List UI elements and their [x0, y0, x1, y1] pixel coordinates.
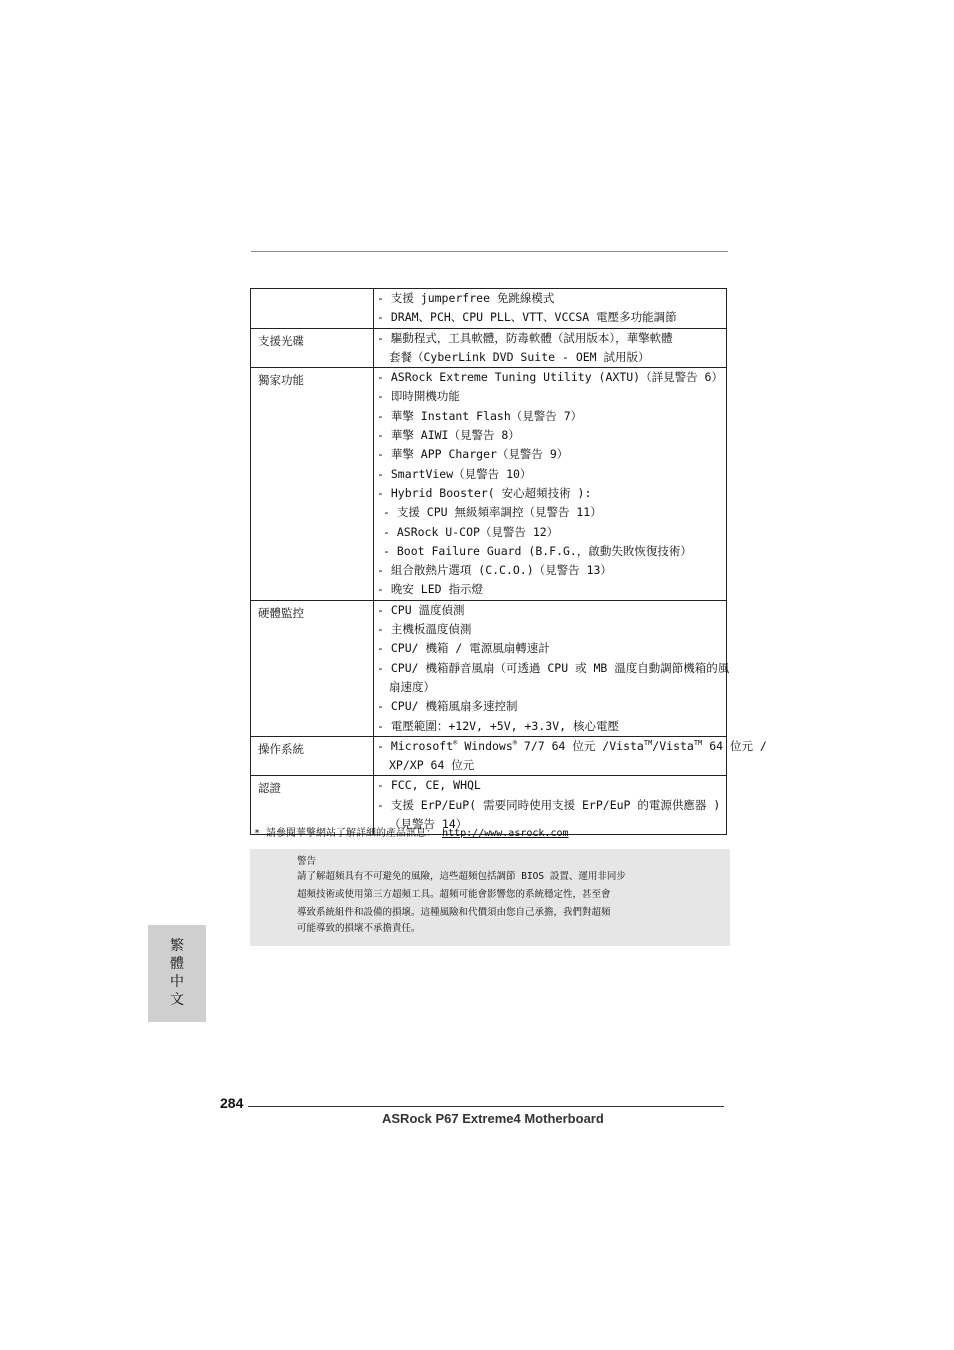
warning-line: 導致系統組件和設備的損壞。這種風險和代價須由您自己承擔，我們對超頻	[297, 907, 611, 918]
os-text: 7/7 64 位元 /Vista	[517, 738, 644, 753]
row-items	[374, 368, 727, 601]
list-item: - 支援 jumperfree 免跳線模式	[377, 291, 555, 305]
os-line	[377, 737, 767, 756]
list-item: - CPU/ 機箱風扇多速控制	[377, 699, 518, 714]
row-items	[374, 736, 767, 776]
list-item: - ASRock Extreme Tuning Utility (AXTU)（詳見警告 6）	[377, 370, 723, 385]
list-item: - 驅動程式，工具軟體，防毒軟體（試用版本），華擎軟體	[377, 330, 673, 345]
warning-title: 警告	[297, 856, 317, 867]
row-items	[374, 289, 727, 329]
list-item: - SmartView（見警告 10）	[377, 466, 532, 481]
warning-box	[250, 849, 730, 946]
list-item: - 電壓範圍：+12V, +5V, +3.3V, 核心電壓	[377, 718, 619, 733]
list-item: - 支援 CPU 無級頻率調控（見警告 11）	[383, 505, 602, 520]
warning-line: 可能導致的損壞不承擔責任。	[297, 923, 421, 934]
language-char: 體	[170, 956, 184, 972]
list-item: - 華擎 APP Charger（見警告 9）	[377, 447, 569, 462]
table-row	[251, 600, 727, 736]
list-item: - 晚安 LED 指示燈	[377, 582, 483, 597]
table-row	[251, 328, 727, 368]
note-text: * 請參閱華擎網站了解詳細的產品訊息：	[254, 828, 437, 839]
website-link[interactable]: http://www.asrock.com	[442, 828, 569, 839]
os-text: /Vista	[652, 738, 694, 753]
list-item: - FCC, CE, WHQL	[377, 778, 481, 793]
list-item: 套餐（CyberLink DVD Suite - OEM 試用版）	[389, 349, 650, 364]
list-item: - Boot Failure Guard (B.F.G.，啟動失敗恢復技術）	[383, 543, 692, 558]
footer-rule	[248, 1106, 724, 1107]
warning-line: 超頻技術或使用第三方超頻工具。超頻可能會影響您的系統穩定性，甚至會	[297, 889, 611, 900]
table-row	[251, 289, 727, 329]
warning-line: 請了解超頻具有不可避免的風險，這些超頻包括調節 BIOS 設置、運用非同步	[297, 871, 626, 882]
row-label	[251, 289, 374, 329]
list-item: - ASRock U-COP（見警告 12）	[383, 524, 559, 539]
list-item: - 即時開機功能	[377, 389, 460, 404]
table-row	[251, 368, 727, 601]
trademark-mark: TM	[693, 738, 703, 747]
list-item: - 組合散熱片選項 (C.C.O.)（見警告 13）	[377, 563, 612, 578]
top-rule	[251, 251, 728, 252]
language-tab	[148, 925, 206, 1022]
list-item: - CPU 溫度偵測	[377, 602, 465, 617]
language-char: 文	[170, 992, 184, 1008]
page-number: 284	[220, 1095, 244, 1111]
row-label: 硬體監控	[251, 600, 374, 736]
row-items	[374, 328, 727, 368]
list-item: - 華擎 Instant Flash（見警告 7）	[377, 408, 583, 423]
list-item: （見警告 14）	[389, 817, 468, 832]
list-item: XP/XP 64 位元	[389, 758, 475, 773]
trademark-mark: TM	[643, 738, 653, 747]
row-label: 支援光碟	[251, 328, 374, 368]
language-char: 繁	[170, 938, 184, 954]
row-items	[374, 600, 730, 736]
os-text: Windows	[457, 738, 513, 753]
row-label: 獨家功能	[251, 368, 374, 601]
list-item: 扇速度）	[389, 679, 435, 694]
list-item: - DRAM、PCH、CPU PLL、VTT、VCCSA 電壓多功能調節	[377, 310, 677, 325]
language-label	[148, 937, 206, 1009]
list-item: - 支援 ErP/EuP( 需要同時使用支援 ErP/EuP 的電源供應器 )	[377, 797, 721, 812]
table-row	[251, 736, 727, 776]
list-item: - CPU/ 機箱 / 電源風扇轉速計	[377, 641, 550, 656]
list-item: - Hybrid Booster( 安心超頻技術 ):	[377, 485, 592, 500]
row-label: 認證	[251, 776, 374, 835]
os-text: 64 位元 /	[702, 738, 767, 753]
list-item: - 主機板溫度偵測	[377, 622, 472, 637]
list-item: - CPU/ 機箱靜音風扇（可透過 CPU 或 MB 溫度自動調節機箱的風	[377, 660, 730, 675]
registered-mark: ®	[512, 738, 517, 747]
os-text: - Microsoft	[377, 738, 454, 753]
list-item: - 華擎 AIWI（見警告 8）	[377, 428, 520, 443]
footer-title: ASRock P67 Extreme4 Motherboard	[382, 1111, 604, 1126]
row-label: 操作系統	[251, 736, 374, 776]
website-note	[254, 824, 569, 839]
spec-table	[250, 288, 767, 835]
language-char: 中	[170, 974, 184, 990]
registered-mark: ®	[453, 738, 458, 747]
